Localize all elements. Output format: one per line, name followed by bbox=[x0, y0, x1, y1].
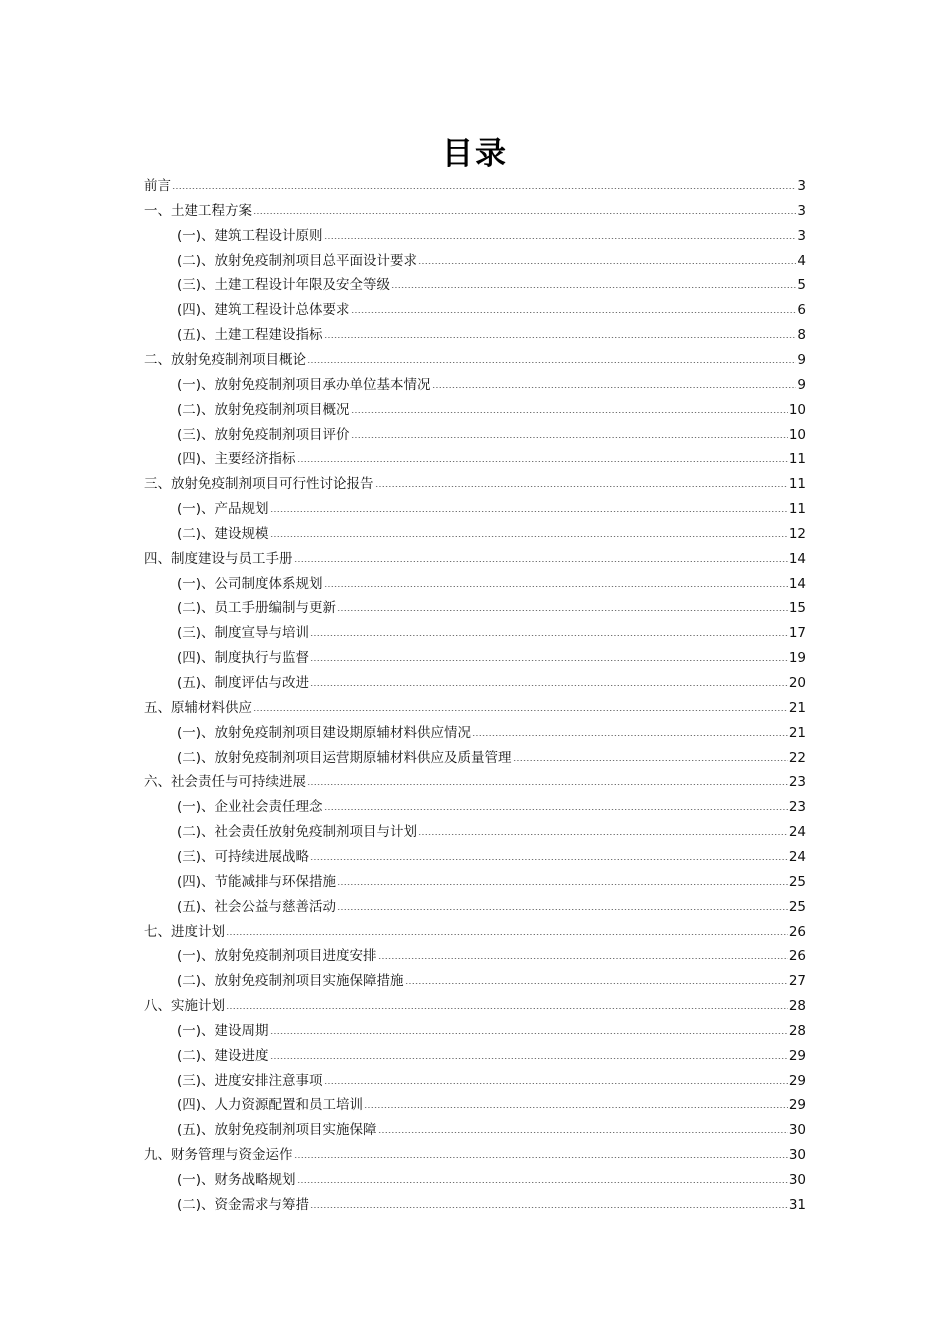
toc-dot-leader bbox=[270, 1021, 788, 1035]
toc-dot-leader bbox=[253, 201, 796, 215]
toc-page-number: 19 bbox=[788, 650, 806, 667]
toc-entry-title: (一)、企业社会责任理念 bbox=[177, 799, 323, 816]
toc-page-number: 14 bbox=[788, 575, 806, 592]
toc-page-number: 21 bbox=[788, 699, 806, 716]
toc-entry-title: (四)、人力资源配置和员工培训 bbox=[177, 1097, 364, 1114]
toc-dot-leader bbox=[307, 772, 788, 786]
toc-page-number: 30 bbox=[788, 1122, 806, 1139]
toc-dot-leader bbox=[324, 797, 788, 811]
toc-dot-leader bbox=[418, 822, 788, 836]
toc-entry-title: 三、放射免疫制剂项目可行性讨论报告 bbox=[144, 476, 374, 493]
toc-dot-leader bbox=[270, 499, 788, 513]
toc-page-number: 29 bbox=[788, 1097, 806, 1114]
toc-entry-title: (五)、制度评估与改进 bbox=[177, 675, 310, 691]
toc-subentry[interactable] bbox=[177, 273, 806, 297]
toc-entry-title: 五、原辅材料供应 bbox=[144, 699, 252, 716]
toc-entry[interactable] bbox=[144, 770, 806, 794]
toc-dot-leader bbox=[513, 748, 788, 762]
toc-dot-leader bbox=[324, 1071, 788, 1085]
toc-subentry[interactable] bbox=[177, 621, 806, 645]
toc-dot-leader bbox=[472, 723, 788, 737]
toc-page-number: 9 bbox=[797, 376, 806, 393]
toc-entry-title: (一)、放射免疫制剂项目承办单位基本情况 bbox=[177, 376, 431, 393]
toc-page-number: 30 bbox=[788, 1147, 806, 1164]
toc-page-number: 6 bbox=[797, 302, 806, 319]
toc-entry-title: 二、放射免疫制剂项目概论 bbox=[144, 351, 306, 368]
toc-dot-leader bbox=[324, 325, 797, 339]
toc-subentry[interactable] bbox=[177, 969, 806, 993]
toc-entry-title: (二)、员工手册编制与更新 bbox=[177, 600, 337, 617]
toc-dot-leader bbox=[172, 176, 796, 190]
toc-page-number: 20 bbox=[788, 675, 806, 691]
toc-page-number: 23 bbox=[788, 799, 806, 816]
toc-entry-title: (二)、建设规模 bbox=[177, 525, 269, 542]
toc-dot-leader bbox=[226, 996, 788, 1010]
toc-entry-title: (三)、进度安排注意事项 bbox=[177, 1072, 323, 1089]
toc-page-number: 30 bbox=[788, 1172, 806, 1188]
toc-subentry[interactable] bbox=[177, 820, 806, 844]
toc-dot-leader bbox=[418, 251, 796, 265]
toc-dot-leader bbox=[432, 375, 797, 389]
toc-subentry[interactable] bbox=[177, 596, 806, 620]
toc-page-number: 4 bbox=[797, 252, 806, 269]
toc-dot-leader bbox=[294, 1145, 788, 1159]
toc-entry-title: (四)、主要经济指标 bbox=[177, 451, 296, 468]
toc-page-number: 3 bbox=[797, 178, 806, 194]
toc-subentry[interactable] bbox=[177, 1193, 806, 1217]
toc-dot-leader bbox=[351, 400, 788, 414]
toc-entry-title: (二)、放射免疫制剂项目总平面设计要求 bbox=[177, 252, 418, 269]
toc-subentry[interactable] bbox=[177, 1168, 806, 1192]
toc-page-number: 15 bbox=[788, 600, 806, 617]
toc-entry-title: (一)、建筑工程设计原则 bbox=[177, 227, 323, 244]
toc-dot-leader bbox=[405, 971, 788, 985]
toc-entry-title: (一)、公司制度体系规划 bbox=[177, 575, 323, 592]
toc-subentry[interactable] bbox=[177, 1044, 806, 1068]
toc-subentry[interactable] bbox=[177, 845, 806, 869]
toc-dot-leader bbox=[364, 1095, 788, 1109]
toc-page-number: 14 bbox=[788, 550, 806, 567]
toc-dot-leader bbox=[270, 1046, 788, 1060]
toc-subentry[interactable] bbox=[177, 572, 806, 596]
toc-entry-title: 六、社会责任与可持续进展 bbox=[144, 774, 306, 791]
toc-entry[interactable] bbox=[144, 994, 806, 1018]
toc-page-number: 10 bbox=[788, 426, 806, 443]
toc-dot-leader bbox=[391, 275, 796, 289]
toc-entry-title: (二)、资金需求与筹措 bbox=[177, 1196, 310, 1213]
toc-entry-title: (二)、放射免疫制剂项目概况 bbox=[177, 401, 350, 418]
toc-dot-leader bbox=[297, 1170, 788, 1184]
toc-subentry[interactable] bbox=[177, 423, 806, 447]
toc-subentry[interactable] bbox=[177, 323, 806, 347]
toc-dot-leader bbox=[324, 226, 797, 240]
toc-entry[interactable] bbox=[144, 920, 806, 944]
toc-page-number: 28 bbox=[788, 998, 806, 1015]
toc-entry[interactable] bbox=[144, 174, 806, 198]
toc-page-number: 12 bbox=[788, 525, 806, 542]
toc-subentry[interactable] bbox=[177, 497, 806, 521]
toc-dot-leader bbox=[351, 425, 788, 439]
toc-subentry[interactable] bbox=[177, 746, 806, 770]
toc-page-number: 3 bbox=[797, 202, 806, 219]
toc-dot-leader bbox=[337, 897, 788, 911]
toc-page-number: 11 bbox=[788, 451, 806, 468]
toc-subentry[interactable] bbox=[177, 1069, 806, 1093]
toc-dot-leader bbox=[310, 847, 788, 861]
toc-entry-title: 九、财务管理与资金运作 bbox=[144, 1147, 293, 1164]
toc-page-number: 17 bbox=[788, 625, 806, 642]
toc-subentry[interactable] bbox=[177, 398, 806, 422]
toc-subentry[interactable] bbox=[177, 671, 806, 695]
toc-entry-title: (五)、土建工程建设指标 bbox=[177, 327, 323, 344]
toc-page-number: 26 bbox=[788, 948, 806, 965]
toc-dot-leader bbox=[307, 350, 796, 364]
toc-page-number: 31 bbox=[788, 1196, 806, 1213]
toc-page-number: 11 bbox=[788, 476, 806, 493]
toc-entry-title: (一)、建设周期 bbox=[177, 1022, 269, 1039]
toc-subentry[interactable] bbox=[177, 944, 806, 968]
toc-dot-leader bbox=[310, 648, 788, 662]
toc-entry-title: (三)、土建工程设计年限及安全等级 bbox=[177, 277, 391, 294]
toc-subentry[interactable] bbox=[177, 298, 806, 322]
toc-dot-leader bbox=[310, 1195, 788, 1209]
toc-page-number: 29 bbox=[788, 1047, 806, 1064]
toc-entry-title: (四)、制度执行与监督 bbox=[177, 650, 310, 667]
toc-subentry[interactable] bbox=[177, 224, 806, 248]
toc-dot-leader bbox=[297, 449, 788, 463]
toc-dot-leader bbox=[375, 474, 788, 488]
toc-page-number: 21 bbox=[788, 724, 806, 741]
toc-entry-title: (二)、放射免疫制剂项目实施保障措施 bbox=[177, 973, 404, 990]
toc-entry[interactable] bbox=[144, 1143, 806, 1167]
toc-entry-title: (三)、放射免疫制剂项目评价 bbox=[177, 426, 350, 443]
toc-entry-title: (五)、社会公益与慈善活动 bbox=[177, 898, 337, 915]
toc-page-number: 10 bbox=[788, 401, 806, 418]
toc-entry-title: (一)、放射免疫制剂项目建设期原辅材料供应情况 bbox=[177, 724, 472, 741]
toc-dot-leader bbox=[378, 946, 788, 960]
toc-dot-leader bbox=[351, 300, 797, 314]
toc-subentry[interactable] bbox=[177, 1118, 806, 1142]
toc-dot-leader bbox=[310, 673, 788, 687]
toc-entry-title: 前言 bbox=[144, 178, 171, 194]
toc-dot-leader bbox=[226, 922, 788, 936]
toc-dot-leader bbox=[337, 598, 788, 612]
toc-subentry[interactable] bbox=[177, 447, 806, 471]
toc-entry[interactable] bbox=[144, 199, 806, 223]
toc-subentry[interactable] bbox=[177, 795, 806, 819]
toc-title: 目录 bbox=[442, 136, 508, 172]
toc-entry-title: 七、进度计划 bbox=[144, 923, 225, 940]
toc-page-number: 27 bbox=[788, 973, 806, 990]
toc-page-number: 25 bbox=[788, 873, 806, 890]
toc-subentry[interactable] bbox=[177, 895, 806, 919]
toc-entry-title: (二)、社会责任放射免疫制剂项目与计划 bbox=[177, 824, 418, 841]
toc-page-number: 11 bbox=[788, 501, 806, 518]
toc-entry-title: (三)、制度宣导与培训 bbox=[177, 625, 310, 642]
toc-entry-title: (五)、放射免疫制剂项目实施保障 bbox=[177, 1122, 377, 1139]
toc-entry[interactable] bbox=[144, 547, 806, 571]
toc-dot-leader bbox=[310, 623, 788, 637]
toc-entry-title: (三)、可持续进展战略 bbox=[177, 848, 310, 865]
toc-dot-leader bbox=[378, 1120, 788, 1134]
toc-dot-leader bbox=[253, 698, 788, 712]
toc-entry-title: (二)、放射免疫制剂项目运营期原辅材料供应及质量管理 bbox=[177, 749, 512, 766]
toc-dot-leader bbox=[337, 872, 788, 886]
toc-page-number: 3 bbox=[797, 227, 806, 244]
toc-entry-title: (四)、建筑工程设计总体要求 bbox=[177, 302, 350, 319]
toc-page-number: 28 bbox=[788, 1022, 806, 1039]
toc-page-number: 8 bbox=[797, 327, 806, 344]
toc-page-number: 24 bbox=[788, 824, 806, 841]
toc-subentry[interactable] bbox=[177, 522, 806, 546]
toc-page-number: 26 bbox=[788, 923, 806, 940]
toc-page-number: 5 bbox=[797, 277, 806, 294]
toc-subentry[interactable] bbox=[177, 249, 806, 273]
toc-subentry[interactable] bbox=[177, 646, 806, 670]
toc-page-number: 22 bbox=[788, 749, 806, 766]
toc-entry[interactable] bbox=[144, 348, 806, 372]
toc-subentry[interactable] bbox=[177, 721, 806, 745]
toc-page-number: 9 bbox=[797, 351, 806, 368]
toc-dot-leader bbox=[324, 574, 788, 588]
toc-subentry[interactable] bbox=[177, 1019, 806, 1043]
toc-page-number: 24 bbox=[788, 848, 806, 865]
toc-entry[interactable] bbox=[144, 696, 806, 720]
toc-subentry[interactable] bbox=[177, 1093, 806, 1117]
toc-entry-title: 一、土建工程方案 bbox=[144, 202, 252, 219]
toc-entry-title: (一)、财务战略规划 bbox=[177, 1172, 296, 1188]
toc-entry[interactable] bbox=[144, 472, 806, 496]
toc-page-number: 25 bbox=[788, 898, 806, 915]
toc-entry-title: (一)、产品规划 bbox=[177, 501, 269, 518]
toc-subentry[interactable] bbox=[177, 373, 806, 397]
toc-page-number: 23 bbox=[788, 774, 806, 791]
toc-page-number: 29 bbox=[788, 1072, 806, 1089]
toc-entry-title: 四、制度建设与员工手册 bbox=[144, 550, 293, 567]
toc-entry-title: (二)、建设进度 bbox=[177, 1047, 269, 1064]
toc-dot-leader bbox=[294, 549, 788, 563]
toc-entry-title: 八、实施计划 bbox=[144, 998, 225, 1015]
toc-entry-title: (一)、放射免疫制剂项目进度安排 bbox=[177, 948, 377, 965]
toc-dot-leader bbox=[270, 524, 788, 538]
toc-entry-title: (四)、节能减排与环保措施 bbox=[177, 873, 337, 890]
toc-subentry[interactable] bbox=[177, 870, 806, 894]
